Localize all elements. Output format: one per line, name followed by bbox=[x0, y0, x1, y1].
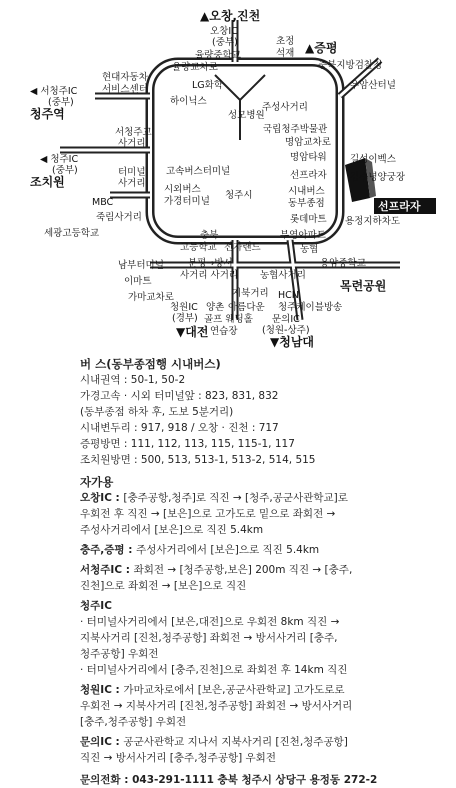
label-ochang-ic-sub: (중부) bbox=[212, 37, 238, 48]
label-yangjeon: 양촌 bbox=[206, 302, 225, 313]
label-electronic-land: 전자랜드 bbox=[224, 242, 261, 253]
label-museum: 국립청주박물관 bbox=[263, 124, 328, 135]
label-north: ▲오창,진천 bbox=[200, 9, 261, 23]
label-woosan: 우암산터널 bbox=[350, 80, 396, 91]
label-yongjeong: 용정지하차도 bbox=[345, 216, 401, 227]
label-cheongju-cable: 청주케이블방송 bbox=[278, 302, 343, 313]
label-cheongju-city: 청주시 bbox=[225, 190, 253, 201]
label-seocheongju-ic: ◀ 서청주IC bbox=[30, 86, 78, 97]
label-nonghyup-junction: 농협사거리 bbox=[260, 270, 306, 281]
label-cheongwon-ic-sub: (경부) bbox=[172, 313, 198, 324]
label-chojeong: 초정 bbox=[276, 36, 295, 47]
munui-line-1: 직진 → 방서사거리 [충주,청주공항] 우회전 bbox=[80, 752, 276, 764]
label-emart: 이마트 bbox=[124, 276, 152, 287]
seocheongju-label: 서청주IC : bbox=[80, 564, 134, 576]
label-bunpyeong-2: 사거리 사거리 bbox=[180, 270, 239, 281]
bus-line: 가경고속 · 시외 터미널앞 : 823, 831, 832 bbox=[80, 390, 279, 402]
cheongwon-line-2: [충주,청주공항] 우회전 bbox=[80, 716, 187, 728]
label-lg: LG화학 bbox=[192, 80, 224, 91]
label-seokjae: 석재 bbox=[276, 48, 295, 59]
bus-lines bbox=[80, 372, 450, 468]
label-gilsung: 길성이벡스 bbox=[350, 154, 396, 165]
bus-line: 조치원방면 : 500, 513, 513-1, 513-2, 514, 515 bbox=[80, 454, 316, 466]
cheongju-line-3: · 터미널사거리에서 [충주,진천]으로 좌회전 후 14km 직진 bbox=[80, 664, 348, 676]
cheongju-line-2: 청주공항] 우회전 bbox=[80, 648, 159, 660]
label-golf-2: 연습장 bbox=[210, 326, 238, 337]
label-shinaebus-1: 시내버스 bbox=[288, 186, 325, 197]
label-myeongam-tower: 명암타워 bbox=[290, 152, 327, 163]
label-seocheongju-junction-2: 사거리 bbox=[118, 138, 146, 149]
cheongju-line-0: · 터미널사거리에서 [보은,대전]으로 우회전 8km 직진 → bbox=[80, 616, 340, 628]
label-chungbuk-2: 고등학교 bbox=[180, 242, 217, 253]
label-daejeon: ▼대전 bbox=[176, 325, 209, 339]
label-ochang-ic: 오창IC bbox=[210, 26, 238, 37]
label-buyeong: 부영아파트 bbox=[280, 230, 326, 241]
label-seocheongju-junction-1: 서청주교 bbox=[115, 127, 152, 138]
cheongju-label: 청주IC bbox=[80, 600, 112, 612]
label-service-center: 서비스센터 bbox=[102, 84, 148, 95]
cheongju-line-1: 지북사거리 [진천,청주공항] 좌회전 → 방서사거리 [충주, bbox=[80, 632, 338, 644]
label-hcn: HCN bbox=[278, 290, 299, 301]
chungju-text: 주성사거리에서 [보은]으로 직진 5.4km bbox=[136, 544, 320, 556]
bus-title: 버 스(동부종점행 시내버스) bbox=[80, 357, 221, 371]
directions-panel bbox=[80, 350, 450, 788]
seocheongju-line-1: 진천]으로 좌회전 → [보은]으로 직진 bbox=[80, 580, 247, 592]
label-bunpyeong-1: 분평→방서 bbox=[188, 258, 233, 269]
label-lotte-mart: 롯데마트 bbox=[290, 214, 327, 225]
label-munui-ic-sub: (청원-상주) bbox=[262, 325, 310, 336]
location-map bbox=[0, 0, 456, 350]
label-jukrim: 죽림사거리 bbox=[96, 212, 142, 223]
contact-label: 문의전화 : bbox=[80, 774, 133, 786]
label-jusung: 주성사거리 bbox=[262, 102, 308, 113]
label-yullyang-school: 율량중학교 bbox=[195, 50, 241, 61]
cheongwon-line-1: 우회전 → 지북사거리 [진천,청주공항] 좌회전 → 방서사거리 bbox=[80, 700, 353, 712]
destination-label: 선프라자 bbox=[378, 200, 421, 213]
label-gamaro: 가마교차로 bbox=[128, 292, 174, 303]
label-prosecutors: 충북지방검찰청 bbox=[318, 60, 383, 71]
car-title: 자가용 bbox=[80, 475, 114, 489]
label-mokryeon: 목련공원 bbox=[340, 279, 387, 293]
bus-line: 증평방면 : 111, 112, 113, 115, 115-1, 117 bbox=[80, 438, 295, 450]
label-aruda: 아름다운 bbox=[228, 302, 265, 313]
ochang-line-2: 주성사거리에서 [보은]으로 직진 5.4km bbox=[80, 524, 264, 536]
label-nambu-terminal: 남부터미널 bbox=[118, 260, 164, 271]
label-seongmo: 성모병원 bbox=[228, 110, 265, 121]
label-cheongju-ic: ◀ 청주IC bbox=[40, 154, 79, 165]
label-myeongam-junction: 명암교차로 bbox=[285, 137, 331, 148]
label-jochiwon: 조치원 bbox=[30, 175, 65, 189]
label-seonpyeong-sub: 선프라자 bbox=[290, 170, 327, 181]
label-nonghyup: 농협 bbox=[300, 244, 319, 255]
cheongwon-label: 청원IC : bbox=[80, 684, 124, 696]
munui-line-0: 공군사관학교 지나서 지북사거리 [진천,청주공항] bbox=[123, 736, 348, 748]
cheongwon-line-0: 가마교차로에서 [보은,공군사관학교] 고가도로로 bbox=[123, 684, 345, 696]
label-hynix: 하이닉스 bbox=[170, 96, 207, 107]
label-munui-ic: 문의IC bbox=[272, 314, 300, 325]
label-cheongju-ic-sub: (중부) bbox=[52, 165, 78, 176]
bus-line: 시내권역 : 50-1, 50-2 bbox=[80, 374, 186, 386]
label-jeungpyeong: ▲증평 bbox=[305, 41, 338, 55]
label-seocheongju-ic-sub: (중부) bbox=[48, 97, 74, 108]
contact-text: 043-291-1111 충북 청주시 상당구 용정동 272-2 bbox=[132, 774, 378, 786]
ochang-line-0: [충주공항,청주]로 직진 → [청주,공군사관학교]로 bbox=[123, 492, 348, 504]
chungju-label: 충주,증평 : bbox=[80, 544, 137, 556]
label-terminal-junction-2: 사거리 bbox=[118, 178, 146, 189]
bus-line: (동부종점 하차 후, 도보 5분거리) bbox=[80, 406, 234, 418]
label-sewon: 세광고등학교 bbox=[44, 228, 100, 239]
label-cheongju-station: 청주역 bbox=[30, 107, 65, 121]
label-shinaebus-2: 동부종점 bbox=[288, 198, 325, 209]
label-terminal-junction-1: 터미널 bbox=[118, 167, 146, 178]
label-yullyang-junction: 율량교차로 bbox=[172, 62, 218, 73]
ochang-line-1: 우회전 후 직진 → [보은]으로 고가도로 밑으로 좌회전 → bbox=[80, 508, 336, 520]
label-cheongwon-ic: 청원IC bbox=[170, 302, 198, 313]
label-express-terminal: 고속버스터미널 bbox=[166, 166, 231, 177]
munui-label: 문의IC : bbox=[80, 736, 124, 748]
label-cheongnamdae: ▼청남대 bbox=[270, 335, 315, 349]
label-jibuk: 지북거리 bbox=[232, 288, 269, 299]
bus-line: 시내변두리 : 917, 918 / 오창 · 진천 : 717 bbox=[80, 422, 279, 434]
label-mbc: MBC bbox=[92, 197, 114, 208]
seocheongju-line-0: 좌회전 → [청주공항,보은] 200m 직진 → [충주, bbox=[133, 564, 353, 576]
ochang-label: 오창IC : bbox=[80, 492, 124, 504]
label-yongam-school: 용암중학교 bbox=[320, 258, 366, 269]
label-city-bus-1: 시외버스 bbox=[164, 184, 201, 195]
label-kimsujeong: 김수녕양궁장 bbox=[350, 172, 406, 183]
label-hyundai: 현대자동차 bbox=[102, 72, 148, 83]
label-chungbuk-1: 충북 bbox=[200, 230, 219, 241]
label-city-bus-2: 가경터미널 bbox=[164, 196, 210, 207]
label-golf-1: 골프 웨딩홀 bbox=[204, 314, 253, 325]
